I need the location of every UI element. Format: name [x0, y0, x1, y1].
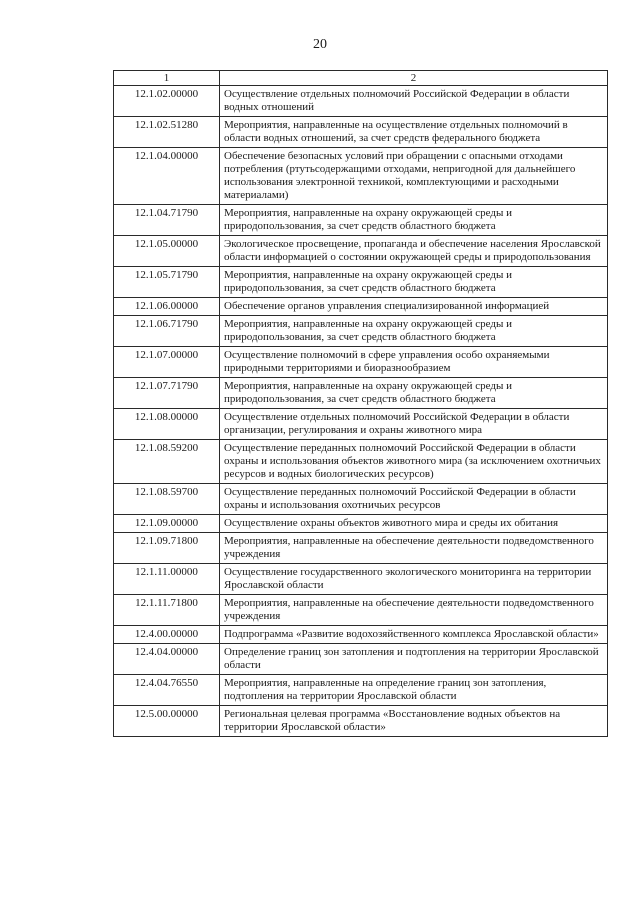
row-name: Региональная целевая программа «Восстановление водных объектов на территории Ярославской области» — [220, 706, 608, 737]
row-name: Осуществление переданных полномочий Российской Федерации в области охраны и использования объектов животного мира (за исключением охотничьих ресурсов и водных биологических ресурсов) — [220, 440, 608, 484]
page-number: 20 — [313, 37, 327, 52]
table-row — [114, 205, 608, 236]
row-name: Обеспечение органов управления специализированной информацией — [220, 298, 608, 316]
table-row — [114, 515, 608, 533]
row-code: 12.1.07.00000 — [114, 347, 220, 378]
table-row — [114, 117, 608, 148]
table-row — [114, 626, 608, 644]
row-code: 12.1.08.59700 — [114, 484, 220, 515]
table-row — [114, 533, 608, 564]
row-name: Мероприятия, направленные на охрану окружающей среды и природопользования, за счет средств областного бюджета — [220, 316, 608, 347]
table-row — [114, 595, 608, 626]
row-name: Мероприятия, направленные на обеспечение деятельности подведомственного учреждения — [220, 533, 608, 564]
table-row — [114, 484, 608, 515]
row-code: 12.1.08.59200 — [114, 440, 220, 484]
row-code: 12.1.02.51280 — [114, 117, 220, 148]
row-code: 12.1.09.00000 — [114, 515, 220, 533]
row-name: Осуществление отдельных полномочий Российской Федерации в области водных отношений — [220, 86, 608, 117]
row-name: Осуществление переданных полномочий Российской Федерации в области охраны и использования охотничьих ресурсов — [220, 484, 608, 515]
row-name: Мероприятия, направленные на охрану окружающей среды и природопользования, за счет средств областного бюджета — [220, 205, 608, 236]
row-code: 12.4.04.00000 — [114, 644, 220, 675]
row-name: Мероприятия, направленные на охрану окружающей среды и природопользования, за счет средств областного бюджета — [220, 378, 608, 409]
row-code: 12.1.11.71800 — [114, 595, 220, 626]
row-name: Осуществление государственного экологического мониторинга на территории Ярославской области — [220, 564, 608, 595]
row-code: 12.4.00.00000 — [114, 626, 220, 644]
table-row — [114, 86, 608, 117]
row-name: Мероприятия, направленные на охрану окружающей среды и природопользования, за счет средств областного бюджета — [220, 267, 608, 298]
row-name: Мероприятия, направленные на осуществление отдельных полномочий в области водных отношений, за счет средств федерального бюджета — [220, 117, 608, 148]
table-row — [114, 347, 608, 378]
table-row — [114, 298, 608, 316]
column-header-code: 1 — [114, 71, 220, 86]
row-name: Мероприятия, направленные на обеспечение деятельности подведомственного учреждения — [220, 595, 608, 626]
table-row — [114, 378, 608, 409]
row-name: Обеспечение безопасных условий при обращении с опасными отходами потребления (ртутьсодержащими отходами, непригодной для дальнейшего использования электронной техникой, комплектующими и расходными материалами) — [220, 148, 608, 205]
row-name: Осуществление охраны объектов животного мира и среды их обитания — [220, 515, 608, 533]
row-code: 12.1.02.00000 — [114, 86, 220, 117]
budget-classification-table — [113, 70, 608, 737]
row-code: 12.1.05.71790 — [114, 267, 220, 298]
row-code: 12.1.07.71790 — [114, 378, 220, 409]
row-code: 12.1.04.00000 — [114, 148, 220, 205]
row-name: Осуществление отдельных полномочий Российской Федерации в области организации, регулирования и охраны животного мира — [220, 409, 608, 440]
row-code: 12.1.06.00000 — [114, 298, 220, 316]
row-code: 12.5.00.00000 — [114, 706, 220, 737]
table-row — [114, 409, 608, 440]
table-row — [114, 440, 608, 484]
row-name: Подпрограмма «Развитие водохозяйственного комплекса Ярославской области» — [220, 626, 608, 644]
table-row — [114, 267, 608, 298]
column-header-name: 2 — [220, 71, 608, 86]
table-body — [114, 86, 608, 737]
row-code: 12.1.11.00000 — [114, 564, 220, 595]
table-row — [114, 706, 608, 737]
row-code: 12.1.06.71790 — [114, 316, 220, 347]
row-code: 12.1.05.00000 — [114, 236, 220, 267]
row-code: 12.4.04.76550 — [114, 675, 220, 706]
row-code: 12.1.04.71790 — [114, 205, 220, 236]
table-header-row — [114, 71, 608, 86]
table-row — [114, 644, 608, 675]
table-row — [114, 675, 608, 706]
table-row — [114, 564, 608, 595]
table-row — [114, 236, 608, 267]
row-name: Мероприятия, направленные на определение границ зон затопления, подтопления на территории Ярославской области — [220, 675, 608, 706]
row-code: 12.1.09.71800 — [114, 533, 220, 564]
row-code: 12.1.08.00000 — [114, 409, 220, 440]
row-name: Осуществление полномочий в сфере управления особо охраняемыми природными территориями и биоразнообразием — [220, 347, 608, 378]
table-row — [114, 148, 608, 205]
table-row — [114, 316, 608, 347]
row-name: Экологическое просвещение, пропаганда и обеспечение населения Ярославской области информацией о состоянии окружающей среды и природопользования — [220, 236, 608, 267]
row-name: Определение границ зон затопления и подтопления на территории Ярославской области — [220, 644, 608, 675]
